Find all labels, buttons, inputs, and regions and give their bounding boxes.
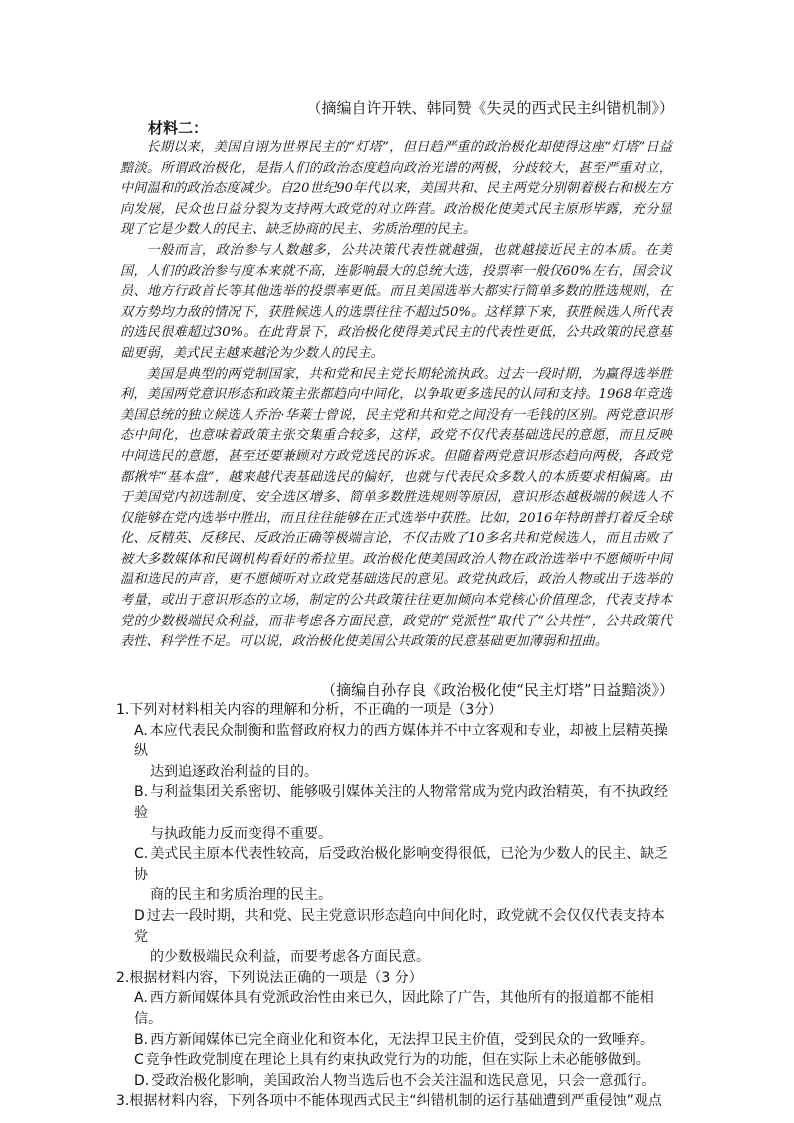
- option-label: C.: [134, 846, 149, 863]
- option-text-cont: 与执政能力反而变得不重要。: [150, 825, 332, 842]
- material-body: [120, 138, 672, 653]
- question-stem: 1.下列对材料相关内容的理解和分析，不正确的一项是（3分）: [116, 702, 503, 718]
- option-label: D.: [134, 1072, 150, 1089]
- option-a: [116, 721, 678, 783]
- option-label: D: [134, 907, 145, 924]
- question-1: [116, 700, 678, 968]
- option-text-cont: 达到追逐政治利益的目的。: [150, 763, 318, 780]
- option-text: 本应代表民众制衡和监督政府权力的西方媒体并不中立客观和专业，却被上层精英操纵: [134, 722, 668, 760]
- option-text: 过去一段时期，共和党、民主党意识形态趋向中间化时，政党就不会仅仅代表支持本党: [134, 907, 665, 945]
- question-3: [116, 1091, 678, 1112]
- option-text: 竞争性政党制度在理论上具有约束执政党行为的功能，但在实际上未必能够做到。: [145, 1052, 650, 1069]
- option-b: [116, 1030, 678, 1051]
- option-label: A.: [134, 990, 148, 1007]
- option-c: [116, 1050, 678, 1071]
- option-text: 西方新闻媒体已完全商业化和资本化，无法捍卫民主价值，受到民众的一致唾弃。: [150, 1031, 655, 1048]
- option-d: [116, 1071, 678, 1092]
- option-label: B.: [134, 1031, 149, 1048]
- option-text: 受政治极化影响，美国政治人物当选后也不会关注温和选民意见，只会一意孤行。: [151, 1072, 656, 1089]
- question-2: [116, 968, 678, 1092]
- paragraph: 长期以来，美国自诩为世界民主的“灯塔”，但日趋严重的政治极化却使得这座“灯塔”日益黯淡。所谓政治极化，是指人们的政治态度趋向政治光谱的两极，分歧较大，甚至严重对立，中间温和的政治态度减少。自20世纪90年代以来，美国共和、民主两党分别朝着极右和极左方向发展，民众也日益分裂为支持两大政党的对立阵营。政治极化使美式民主原形毕露，充分显现了它是少数人的民主、缺乏协商的民主、劣质治理的民主。: [120, 140, 672, 238]
- option-text-cont: 商的民主和劣质治理的民主。: [150, 887, 332, 904]
- option-text: 与利益集团关系密切、能够吸引媒体关注的人物常常成为党内政治精英，有不执政经验: [134, 784, 669, 821]
- option-text: 美式民主原本代表性较高，后受政治极化影响变得很低，已沦为少数人的民主、缺乏协: [134, 846, 669, 883]
- option-label: B.: [134, 784, 149, 801]
- question-stem: 3.根据材料内容，下列各项中不能体现西式民主“纠错机制的运行基础遭到严重侵蚀”观点: [116, 1093, 662, 1110]
- source-citation-2: （摘编自孙存良《政治极化使“民主灯塔”日益黯淡》）: [321, 681, 674, 699]
- material-heading: 材料二：: [148, 119, 209, 137]
- option-c: [116, 844, 678, 906]
- option-b: [116, 782, 678, 844]
- question-list: [116, 700, 678, 1112]
- source-citation-1: （摘编自许开轶、韩同赞《失灵的西式民主纠错机制》）: [306, 99, 674, 117]
- option-label: C: [134, 1052, 144, 1069]
- option-text-cont: 的少数极端民众利益，而要考虑各方面民意。: [150, 949, 430, 966]
- option-label: A.: [134, 722, 148, 739]
- option-a: [116, 988, 678, 1029]
- option-d: [116, 906, 678, 968]
- question-stem: 2.根据材料内容，下列说法正确的一项是（3 分）: [116, 969, 423, 986]
- paragraph: 一般而言，政治参与人数越多，公共决策代表性就越强，也就越接近民主的本质。在美国，人们的政治参与度本来就不高，连影响最大的总统大选，投票率一般仅60%左右，国会议员、地方行政首长等其他选举的投票率更低。而且美国选举大都实行简单多数的胜选规则，在双方势均力敌的情况下，获胜候选人的选票往往不超过50%。这样算下来，获胜候选人所代表的选民很难超过30%。在此背景下，政治极化使得美式民主的代表性更低，公共政策的民意基础更弱，美式民主越来越沦为少数人的民主。: [120, 242, 672, 361]
- paragraph: 美国是典型的两党制国家，共和党和民主党长期轮流执政。过去一段时期，为赢得选举胜利，美国两党意识形态和政策主张都趋向中间化，以争取更多选民的认同和支持。1968年竞选美国总统的独立候选人乔治·华莱士曾说，民主党和共和党之间没有一毛钱的区别。两党意识形态中间化，也意味着政策主张交集重合较多，这样，政党不仅代表基础选民的意愿，而且反映中间选民的意愿，甚至还要兼顾对方政党选民的诉求。但随着两党意识形态趋向两极，各政党都揪牢“基本盘”，越来越代表基础选民的偏好，也就与代表民众多数人的本质要求相偏离。由于美国党内初选制度、安全选区增多、简单多数胜选规则等原因，意识形态越极端的候选人不仅能够在党内选举中胜出，而且往往能够在正式选举中获胜。比如，2016年特朗普打着反全球化、反精英、反移民、反政治正确等极端言论，不仅击败了10多名共和党候选人，而且击败了被大多数媒体和民调机构看好的希拉里。政治极化使美国政治人物在政治选举中不愿倾听中间温和选民的声音，更不愿倾听对立政党基础选民的意见。政党执政后，政治人物或出于选举的考量，或出于意识形态的立场，制定的公共政策往往更加倾向本党核心价值理念，代表支持本党的少数极端民众利益，而非考虑各方面民意，政党的“党派性”取代了“公共性”，公共政策代表性、科学性不足。可以说，政治极化使美国公共政策的民意基础更加薄弱和扭曲。: [120, 366, 672, 650]
- option-text: 西方新闻媒体具有党派政治性由来已久，因此除了广告，其他所有的报道都不能相信。: [134, 990, 654, 1027]
